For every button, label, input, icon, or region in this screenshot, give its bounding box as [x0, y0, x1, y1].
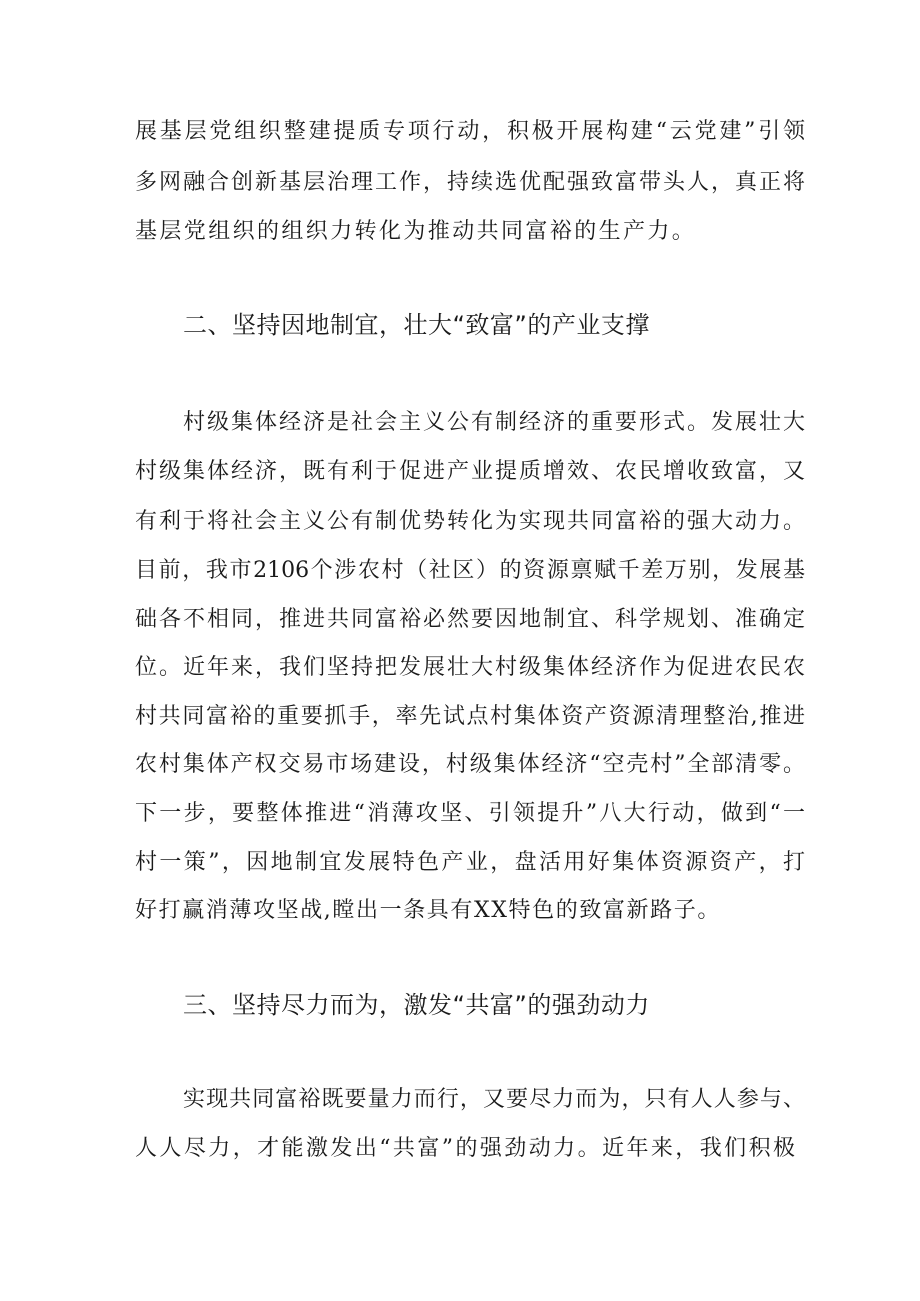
paragraph-line: 村级集体经济，既有利于促进产业提质增效、农民增收致富，又: [135, 459, 805, 484]
paragraph-line: 位。近年来，我们坚持把发展壮大村级集体经济作为促进农民农: [135, 655, 805, 680]
paragraph-line: 展基层党组织整建提质专项行动，积极开展构建“云党建”引领: [135, 119, 805, 144]
paragraph-line: 多网融合创新基层治理工作，持续选优配强致富带头人，真正将: [135, 170, 805, 195]
paragraph-line: 村共同富裕的重要抓手，率先试点村集体资产资源清理整治,推进: [135, 704, 805, 729]
section-heading: 三、坚持尽力而为，激发“共富”的强劲动力: [183, 991, 650, 1019]
paragraph-line: 础各不相同，推进共同富裕必然要因地制宜、科学规划、准确定: [135, 607, 805, 632]
paragraph-line: 下一步，要整体推进“消薄攻坚、引领提升”八大行动，做到“一: [135, 801, 805, 826]
section-heading: 二、坚持因地制宜，壮大“致富”的产业支撑: [183, 311, 650, 339]
paragraph-line: 农村集体产权交易市场建设，村级集体经济“空壳村”全部清零。: [135, 752, 805, 777]
paragraph-line: 村一策”，因地制宜发展特色产业，盘活用好集体资源资产，打: [135, 850, 805, 875]
paragraph-line: 有利于将社会主义公有制优势转化为实现共同富裕的强大动力。: [135, 509, 805, 534]
paragraph-line: 实现共同富裕既要量力而行，又要尽力而为，只有人人参与、: [183, 1087, 805, 1112]
paragraph-line: 目前，我市2106个涉农村（社区）的资源禀赋千差万别，发展基: [135, 558, 805, 583]
paragraph-line: 村级集体经济是社会主义公有制经济的重要形式。发展壮大: [183, 410, 805, 435]
paragraph-line: 人人尽力，才能激发出“共富”的强劲动力。近年来，我们积极: [135, 1136, 795, 1161]
paragraph-line: 基层党组织的组织力转化为推动共同富裕的生产力。: [135, 219, 697, 244]
paragraph-line: 好打赢消薄攻坚战,瞠出一条具有XX特色的致富新路子。: [135, 898, 721, 923]
